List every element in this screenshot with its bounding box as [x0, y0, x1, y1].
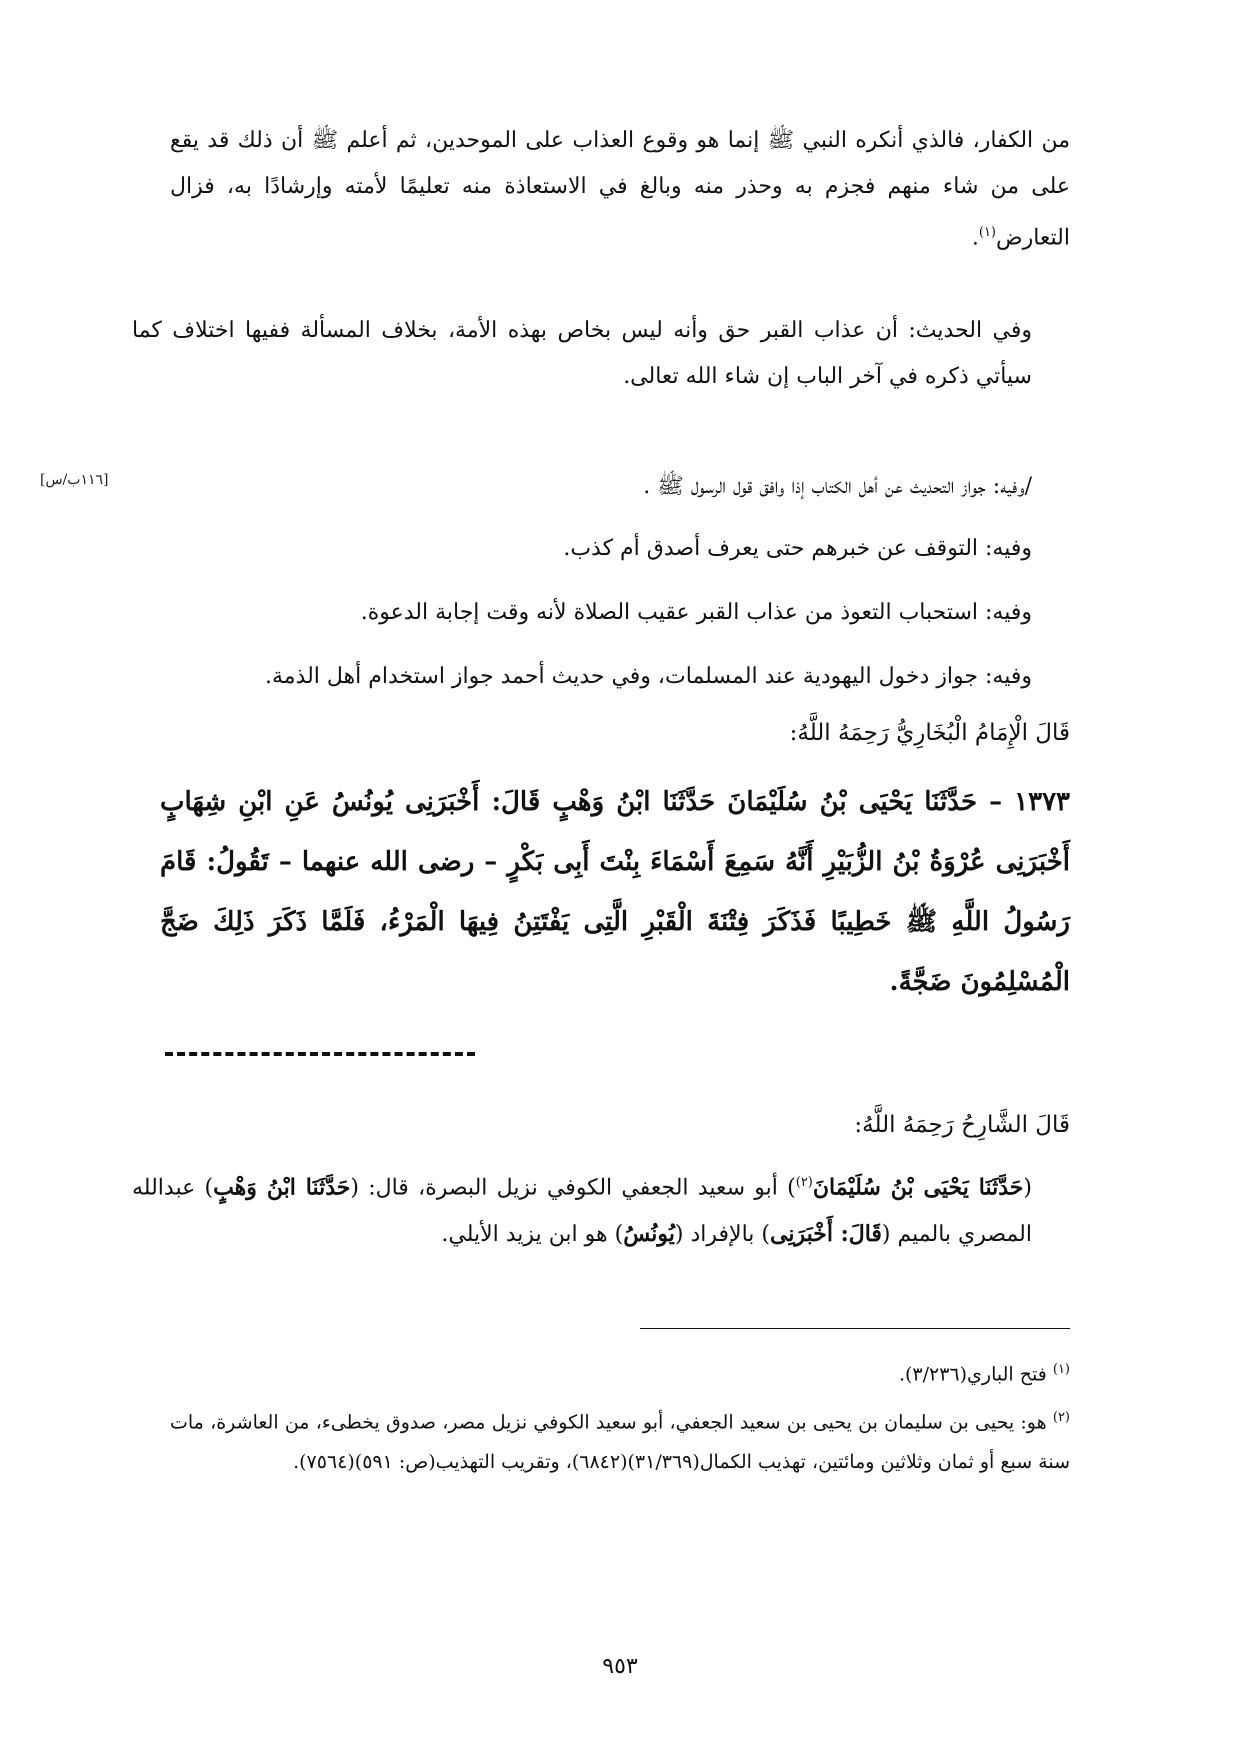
footnote-1 [170, 1350, 1070, 1394]
paragraph-1-end: . [971, 225, 979, 251]
commentary-text-2: ) عبدالله المصري بالميم ( [132, 1175, 1032, 1248]
imam-heading: قَالَ الْإِمَامُ الْبُخَارِيُّ رَحِمَهُ اللَّهُ: [789, 720, 1070, 746]
footnote-ref-2[interactable]: (٢) [795, 1175, 813, 1190]
paren-open: ( [1023, 1175, 1032, 1201]
commentary-text-1: أبو سعيد الجعفي الكوفي نزيل البصرة، قال: ( [350, 1175, 788, 1201]
hadith-text: ١٣٧٣ – حَدَّثَنَا يَحْيَى بْنُ سُلَيْمَانَ حَدَّثَنَا ابْنُ وَهْبٍ قَالَ: أَخْبَرَنِى يُونُسُ عَنِ ابْنِ شِهَابٍ أَخْبَرَنِى عُرْوَةُ بْنُ الزُّبَيْرِ أَنَّهُ سَمِعَ أَسْمَاءَ بِنْتَ أَبِى بَكْرٍ – رضى الله عنهما – تَقُولُ: قَامَ رَسُولُ اللَّهِ ﷺ خَطِيبًا فَذَكَرَ فِتْنَةَ الْقَبْرِ الَّتِى يَفْتَتِنُ فِيهَا الْمَرْءُ، فَلَمَّا ذَكَرَ ذَلِكَ ضَجَّ الْمُسْلِمُونَ ضَجَّةً. [160, 787, 1070, 997]
sharih-heading: قَالَ الشَّارِحُ رَحِمَهُ اللَّهُ: [854, 1112, 1070, 1138]
paren-close: ) [787, 1175, 796, 1201]
commentary-narrator-1: حَدَّثَنَا يَحْيَى بْنُ سُلَيْمَانَ [812, 1174, 1024, 1201]
benefit-4: وفيه: جواز دخول اليهودية عند المسلمات، وفي حديث أحمد جواز استخدام أهل الذمة. [264, 664, 1032, 689]
commentary-phrase: قَالَ: أَخْبَرَنِى [769, 1221, 882, 1248]
paragraph-1-text: من الكفار، فالذي أنكره النبي ﷺ إنما هو وقوع العذاب على الموحدين، ثم أعلم ﷺ أن ذلك قد يقع على من شاء منهم فجزم به وحذر منه وبالغ في الاستعاذة منه تعليمًا لأمته وإرشادًا به، فزال التعارض [170, 128, 1070, 251]
benefit-3: وفيه: استحباب التعوذ من عذاب القبر عقيب الصلاة لأنه وقت إجابة الدعوة. [360, 600, 1032, 625]
footnote-ref-1[interactable]: (١) [978, 225, 996, 240]
commentary-text-4: ) هو ابن يزيد الأيلي. [441, 1222, 624, 1248]
footnote-1-number: (١) [1052, 1362, 1070, 1377]
section-divider [165, 1052, 475, 1056]
footnote-2-text: هو: يحيى بن سليمان بن يحيى بن سعيد الجعفي، أبو سعيد الكوفي نزيل مصر، صدوق يخطىء، من العاشرة، مات سنة سبع أو ثمان وثلاثين ومائتين، تهذيب الكمال(٣١/٣٦٩)(٦٨٤٢)، وتقريب التهذيب(ص: ٥٩١)(٧٥٦٤). [170, 1411, 1070, 1474]
commentary-narrator-3: يُونُسُ [623, 1221, 675, 1248]
footnote-separator [640, 1328, 1070, 1329]
margin-note: [١١٦ب/س] [40, 472, 109, 488]
commentary-narrator-2: حَدَّثَنَا ابْنُ وَهْبٍ [213, 1174, 351, 1201]
footnote-2-number: (٢) [1052, 1410, 1070, 1425]
benefit-2: وفيه: التوقف عن خبرهم حتى يعرف أصدق أم كذب. [563, 536, 1032, 561]
commentary-paragraph [132, 1160, 1070, 1258]
footnote-1-text: فتح الباري(٣/٢٣٦). [898, 1363, 1047, 1386]
paragraph-2: وفي الحديث: أن عذاب القبر حق وأنه ليس بخاص بهذه الأمة، بخلاف المسألة ففيها اختلاف كما سيأتي ذكره في آخر الباب إن شاء الله تعالى. [132, 318, 1032, 389]
benefit-1: /وفيه: جواز التحديث عن أهل الكتاب إذا وافق قول الرسول ﷺ . [643, 474, 1032, 499]
page-number: ٩٥٣ [602, 1654, 638, 1679]
commentary-text-3: ) بالإفراد ( [674, 1222, 770, 1248]
footnote-2 [170, 1398, 1070, 1482]
paragraph-1 [170, 118, 1070, 261]
